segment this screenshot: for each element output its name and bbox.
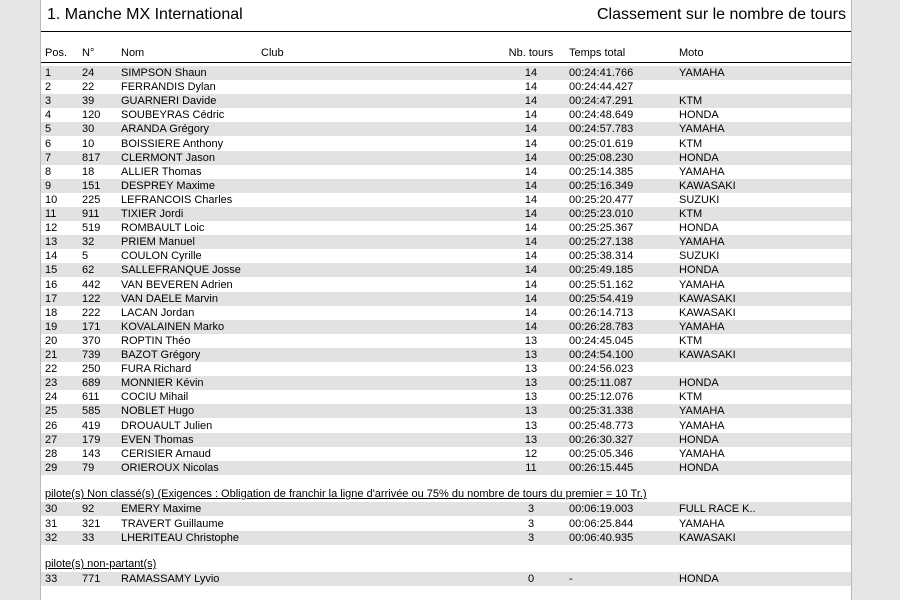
table-row	[41, 263, 851, 277]
table-row	[41, 362, 851, 376]
row-total-time: 00:25:48.773	[569, 419, 634, 432]
row-moto: FULL RACE K..	[679, 503, 756, 515]
row-laps: 14	[524, 264, 538, 277]
row-position: 17	[45, 292, 58, 305]
row-rider-name: TIXIER Jordi	[121, 208, 184, 220]
row-moto: SUZUKI	[679, 250, 720, 263]
row-laps: 14	[524, 250, 538, 263]
row-number: 250	[82, 363, 101, 376]
table-row	[41, 419, 851, 433]
row-moto: KAWASAKI	[679, 532, 736, 544]
row-laps: 0	[527, 573, 535, 585]
header-number: N°	[82, 47, 95, 59]
row-moto: YAMAHA	[679, 447, 725, 460]
row-position: 24	[45, 391, 58, 404]
row-number: 79	[82, 461, 95, 474]
row-position: 1	[45, 67, 52, 79]
row-total-time: 00:25:51.162	[569, 278, 634, 291]
row-laps: 13	[524, 419, 538, 432]
row-number: 22	[82, 81, 95, 94]
row-number: 18	[82, 165, 95, 178]
row-laps: 14	[524, 193, 538, 206]
header-moto: Moto	[679, 47, 704, 59]
row-number: 611	[82, 391, 100, 404]
row-total-time: 00:24:45.045	[569, 334, 634, 347]
table-row	[41, 502, 851, 516]
row-rider-name: MONNIER Kévin	[121, 377, 204, 390]
row-number: 179	[82, 433, 101, 446]
row-laps: 3	[527, 517, 535, 530]
row-number: 442	[82, 278, 101, 291]
row-number: 321	[82, 517, 101, 530]
row-laps: 14	[524, 179, 538, 192]
row-total-time: 00:25:54.419	[569, 292, 634, 305]
row-rider-name: ORIEROUX Nicolas	[121, 461, 219, 474]
row-total-time: 00:25:11.087	[569, 377, 633, 390]
row-moto: KTM	[679, 137, 703, 150]
row-total-time: 00:25:23.010	[569, 208, 634, 220]
table-row	[41, 221, 851, 235]
row-total-time: 00:24:41.766	[569, 67, 634, 79]
non-classified-title: pilote(s) Non classé(s) (Exigences : Obligation de franchir la ligne d'arrivée ou 75% du nombre de tours du premier = 10 Tr.)	[45, 488, 647, 500]
results-sheet	[40, 0, 852, 600]
row-number: 24	[82, 67, 95, 79]
row-rider-name: BAZOT Grégory	[121, 349, 201, 361]
table-row	[41, 108, 851, 122]
row-number: 151	[82, 179, 101, 192]
row-total-time: 00:26:15.445	[569, 461, 634, 474]
row-rider-name: TRAVERT Guillaume	[121, 517, 224, 530]
row-position: 9	[45, 179, 52, 192]
row-number: 10	[82, 137, 95, 150]
row-rider-name: NOBLET Hugo	[121, 405, 195, 418]
row-rider-name: LHERITEAU Christophe	[121, 532, 239, 544]
row-number: 92	[82, 503, 95, 515]
row-laps: 13	[524, 349, 538, 361]
table-row	[41, 278, 851, 292]
row-total-time: 00:25:20.477	[569, 193, 634, 206]
row-total-time: 00:26:14.713	[569, 306, 634, 319]
table-row	[41, 165, 851, 179]
row-laps: 13	[524, 334, 538, 347]
row-total-time: 00:24:54.100	[569, 349, 634, 361]
table-row	[41, 292, 851, 306]
row-rider-name: LACAN Jordan	[121, 306, 195, 319]
row-rider-name: PRIEM Manuel	[121, 236, 195, 249]
table-row	[41, 235, 851, 249]
row-rider-name: DROUAULT Julien	[121, 419, 213, 432]
row-number: 689	[82, 377, 101, 390]
row-number: 120	[82, 109, 101, 122]
row-moto: YAMAHA	[679, 517, 725, 530]
row-moto: KTM	[679, 208, 703, 220]
row-position: 21	[45, 349, 58, 361]
row-rider-name: COULON Cyrille	[121, 250, 202, 263]
row-number: 370	[82, 334, 101, 347]
row-number: 771	[82, 573, 101, 585]
row-rider-name: COCIU Mihail	[121, 391, 189, 404]
row-rider-name: CLERMONT Jason	[121, 151, 215, 164]
row-rider-name: VAN DAELE Marvin	[121, 292, 218, 305]
row-laps: 14	[524, 67, 538, 79]
header-name: Nom	[121, 47, 145, 59]
header-divider	[41, 62, 851, 63]
row-rider-name: SALLEFRANQUE Josse	[121, 264, 241, 277]
table-row	[41, 80, 851, 94]
row-number: 122	[82, 292, 101, 305]
row-moto: HONDA	[679, 461, 719, 474]
row-number: 33	[82, 532, 95, 544]
table-row	[41, 334, 851, 348]
header-total-time: Temps total	[569, 47, 626, 59]
row-total-time: 00:25:05.346	[569, 447, 634, 460]
row-moto: HONDA	[679, 109, 719, 122]
table-row	[41, 94, 851, 108]
table-row	[41, 179, 851, 193]
row-number: 5	[82, 250, 89, 263]
row-moto: YAMAHA	[679, 405, 725, 418]
row-number: 519	[82, 222, 101, 235]
row-position: 15	[45, 264, 58, 277]
row-moto: YAMAHA	[679, 123, 725, 136]
row-moto: YAMAHA	[679, 67, 725, 79]
row-position: 5	[45, 123, 52, 136]
row-rider-name: DESPREY Maxime	[121, 179, 215, 192]
row-rider-name: FURA Richard	[121, 363, 192, 376]
row-total-time: 00:24:57.783	[569, 123, 634, 136]
row-number: 39	[82, 95, 95, 108]
row-moto: HONDA	[679, 377, 719, 390]
row-position: 13	[45, 236, 58, 249]
row-moto: HONDA	[679, 222, 719, 235]
table-row	[41, 249, 851, 263]
row-moto: HONDA	[679, 264, 719, 277]
row-position: 7	[45, 151, 52, 164]
table-row	[41, 193, 851, 207]
header-club: Club	[261, 47, 284, 59]
row-number: 143	[82, 447, 101, 460]
row-rider-name: KOVALAINEN Marko	[121, 320, 225, 333]
row-position: 12	[45, 222, 58, 235]
table-row	[41, 572, 851, 586]
row-total-time: 00:24:47.291	[569, 95, 634, 108]
row-number: 911	[82, 208, 100, 220]
row-laps: 14	[524, 109, 538, 122]
table-row	[41, 404, 851, 418]
row-position: 16	[45, 278, 58, 291]
table-row	[41, 433, 851, 447]
row-laps: 14	[524, 95, 538, 108]
row-position: 19	[45, 320, 58, 333]
row-number: 62	[82, 264, 95, 277]
row-number: 32	[82, 236, 95, 249]
row-moto: YAMAHA	[679, 419, 725, 432]
row-total-time: 00:25:27.138	[569, 236, 634, 249]
row-total-time: 00:25:12.076	[569, 391, 634, 404]
row-moto: KTM	[679, 95, 703, 108]
row-moto: YAMAHA	[679, 165, 725, 178]
row-laps: 13	[524, 377, 538, 390]
table-row	[41, 531, 851, 545]
row-laps: 13	[524, 405, 538, 418]
race-title: 1. Manche MX International	[47, 6, 243, 23]
row-position: 18	[45, 306, 58, 319]
row-rider-name: FERRANDIS Dylan	[121, 81, 216, 94]
table-row	[41, 137, 851, 151]
row-total-time: 00:06:40.935	[569, 532, 634, 544]
row-total-time: 00:24:56.023	[569, 363, 634, 376]
row-moto: KTM	[679, 391, 703, 404]
table-row	[41, 517, 851, 531]
row-rider-name: ROPTIN Théo	[121, 334, 191, 347]
non-starting-title: pilote(s) non-partant(s)	[45, 558, 157, 570]
row-number: 739	[82, 349, 101, 361]
row-moto: HONDA	[679, 573, 719, 585]
row-total-time: 00:06:19.003	[569, 503, 634, 515]
table-header	[41, 46, 851, 61]
row-laps: 13	[524, 391, 538, 404]
row-position: 29	[45, 461, 58, 474]
header-laps: Nb. tours	[508, 47, 554, 59]
row-total-time: 00:24:48.649	[569, 109, 634, 122]
row-laps: 11	[525, 461, 537, 474]
row-rider-name: VAN BEVEREN Adrien	[121, 278, 233, 291]
row-position: 6	[45, 137, 52, 150]
table-row	[41, 320, 851, 334]
row-rider-name: SOUBEYRAS Cédric	[121, 109, 225, 122]
row-moto: YAMAHA	[679, 236, 725, 249]
row-total-time: 00:25:16.349	[569, 179, 634, 192]
row-total-time: 00:25:01.619	[569, 137, 634, 150]
row-total-time: 00:25:31.338	[569, 405, 634, 418]
row-rider-name: GUARNERI Davide	[121, 95, 217, 108]
row-laps: 14	[524, 222, 538, 235]
row-total-time: 00:25:14.385	[569, 165, 634, 178]
row-total-time: 00:26:28.783	[569, 320, 634, 333]
row-position: 14	[45, 250, 58, 263]
row-laps: 3	[527, 532, 535, 544]
table-row	[41, 207, 851, 221]
row-laps: 14	[524, 137, 538, 150]
row-rider-name: RAMASSAMY Lyvio	[121, 573, 220, 585]
row-total-time: 00:26:30.327	[569, 433, 634, 446]
row-laps: 13	[524, 363, 538, 376]
row-moto: SUZUKI	[679, 193, 720, 206]
table-row	[41, 447, 851, 461]
row-moto: KAWASAKI	[679, 306, 736, 319]
row-position: 10	[45, 193, 58, 206]
row-number: 419	[82, 419, 101, 432]
row-position: 26	[45, 419, 58, 432]
row-laps: 14	[524, 81, 538, 94]
row-position: 23	[45, 377, 58, 390]
row-moto: KAWASAKI	[679, 349, 736, 361]
row-rider-name: EVEN Thomas	[121, 433, 194, 446]
row-rider-name: ALLIER Thomas	[121, 165, 202, 178]
row-laps: 14	[524, 236, 538, 249]
row-laps: 14	[524, 208, 538, 220]
row-laps: 14	[524, 151, 538, 164]
row-laps: 12	[524, 447, 538, 460]
row-position: 31	[45, 517, 58, 530]
table-row	[41, 306, 851, 320]
table-row	[41, 348, 851, 362]
row-rider-name: BOISSIERE Anthony	[121, 137, 224, 150]
row-position: 28	[45, 447, 58, 460]
row-total-time: 00:06:25.844	[569, 517, 634, 530]
row-number: 171	[82, 320, 101, 333]
title-divider	[41, 31, 851, 32]
row-position: 30	[45, 503, 58, 515]
row-number: 225	[82, 193, 101, 206]
row-position: 20	[45, 334, 58, 347]
ranking-subtitle: Classement sur le nombre de tours	[597, 6, 846, 23]
row-rider-name: SIMPSON Shaun	[121, 67, 207, 79]
row-position: 33	[45, 573, 58, 585]
row-moto: HONDA	[679, 433, 719, 446]
row-laps: 14	[524, 278, 538, 291]
row-laps: 14	[524, 165, 538, 178]
row-position: 25	[45, 405, 58, 418]
row-position: 2	[45, 81, 52, 94]
row-number: 30	[82, 123, 95, 136]
row-number: 585	[82, 405, 101, 418]
row-rider-name: ARANDA Grégory	[121, 123, 210, 136]
row-total-time: 00:25:08.230	[569, 151, 634, 164]
table-row	[41, 376, 851, 390]
row-rider-name: LEFRANCOIS Charles	[121, 193, 233, 206]
row-laps: 13	[524, 433, 538, 446]
row-position: 32	[45, 532, 58, 544]
row-position: 3	[45, 95, 52, 108]
row-position: 11	[45, 208, 57, 220]
table-row	[41, 461, 851, 475]
row-laps: 14	[524, 320, 538, 333]
row-total-time: -	[569, 573, 573, 585]
row-laps: 3	[527, 503, 535, 515]
row-position: 4	[45, 109, 52, 122]
row-total-time: 00:25:38.314	[569, 250, 634, 263]
row-total-time: 00:25:25.367	[569, 222, 634, 235]
row-laps: 14	[524, 123, 538, 136]
row-total-time: 00:24:44.427	[569, 81, 634, 94]
row-position: 22	[45, 363, 58, 376]
row-moto: KAWASAKI	[679, 292, 736, 305]
row-number: 817	[82, 151, 101, 164]
row-total-time: 00:25:49.185	[569, 264, 634, 277]
row-number: 222	[82, 306, 101, 319]
row-position: 8	[45, 165, 52, 178]
table-row	[41, 122, 851, 136]
row-moto: HONDA	[679, 151, 719, 164]
row-laps: 14	[524, 292, 538, 305]
row-rider-name: EMERY Maxime	[121, 503, 202, 515]
row-moto: KAWASAKI	[679, 179, 736, 192]
row-laps: 14	[524, 306, 538, 319]
row-moto: KTM	[679, 334, 703, 347]
header-pos: Pos.	[45, 47, 68, 59]
row-moto: YAMAHA	[679, 278, 725, 291]
row-moto: YAMAHA	[679, 320, 725, 333]
row-rider-name: ROMBAULT Loic	[121, 222, 205, 235]
row-rider-name: CERISIER Arnaud	[121, 447, 211, 460]
table-row	[41, 151, 851, 165]
table-row	[41, 390, 851, 404]
row-position: 27	[45, 433, 58, 446]
table-row	[41, 66, 851, 80]
